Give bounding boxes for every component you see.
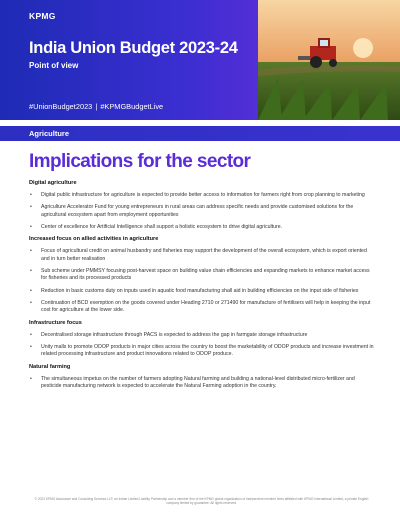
section-title: Natural farming (29, 363, 71, 370)
list-item: • Agriculture Accelerator Fund for young entrepreneurs in rural areas can address specific needs and provide customised solutions for the agricultural ecosystem apart from employment opportunities (29, 204, 374, 218)
section-title: Digital agriculture (29, 180, 77, 186)
section-title: Infrastructure focus (29, 319, 82, 326)
section-infrastructure (29, 320, 374, 359)
section-title: Increased focus on allied activities in agriculture (29, 236, 159, 243)
report-subtitle: Point of view (29, 61, 79, 70)
tractor-field-photo (258, 0, 400, 120)
bullet-list (29, 248, 374, 314)
footer-disclaimer: © 2023 KPMG Assurance and Consulting Services LLP, an Indian Limited Liability Partnership and a member firm of the KPMG global organization of independent member firms affiliated with KPMG International Limited, a private English company limited by guarantee. All rights reserved. (34, 497, 369, 506)
list-item: • Continuation of BCD exemption on the goods covered under Heading 2710 or 271490 for manufacture of fertilisers will help in keeping the input cost for agriculture at the lower side. (29, 300, 374, 314)
list-item: • Sub scheme under PMMSY focusing post-harvest space on building value chain efficiencies and expanding markets to enhance market access for fisheries and its processed products (29, 268, 374, 282)
report-title: India Union Budget 2023-24 (29, 39, 238, 57)
header-banner (0, 0, 400, 120)
bullet-list (29, 376, 374, 390)
section-label: Agriculture (29, 128, 70, 138)
section-allied-activities (29, 236, 374, 314)
section-natural-farming (29, 364, 374, 390)
kpmg-logo: KPMG (29, 11, 56, 21)
list-item: • Focus of agricultural credit on animal husbandry and fisheries may support the development of the overall ecosystem, which is export oriented and in turn better realisation (29, 248, 374, 262)
list-item: • Decentralised storage infrastructure through PACS is expected to address the gap in farmgate storage infrastructure (29, 332, 374, 339)
list-item: • The simultaneous impetus on the number of farmers adopting Natural farming and building a national-level distributed micro-fertilizer and pesticide manufacturing network is expected to accelerate the Natural Farming adoption in the country. (29, 376, 374, 390)
list-item: • Digital public infrastructure for agriculture is expected to provide better access to information for farmers right from crop planning to marketing (29, 192, 374, 199)
tractor-field-image (258, 0, 400, 120)
section-bar (0, 126, 400, 141)
bullet-list (29, 332, 374, 359)
list-item: • Center of excellence for Artificial Intelligence shall support a holistic ecosystem to drive digital agriculture. (29, 224, 374, 231)
bullet-list (29, 192, 374, 231)
section-digital-agriculture (29, 180, 374, 231)
content-body (29, 180, 374, 395)
list-item: • Reduction in basic customs duty on inputs used in aquatic food manufacturing shall aid in building efficiencies on the input side of fisheries (29, 288, 374, 295)
list-item: • Unity malls to promote ODOP products in major cities across the country to boost the marketability of ODOP products and increase investment in related processing infrastructure and product innovations related to ODOP produce. (29, 344, 374, 358)
page-heading: Implications for the sector (29, 151, 251, 172)
hashtags: #UnionBudget2023 | #KPMGBudgetLive (29, 102, 164, 111)
